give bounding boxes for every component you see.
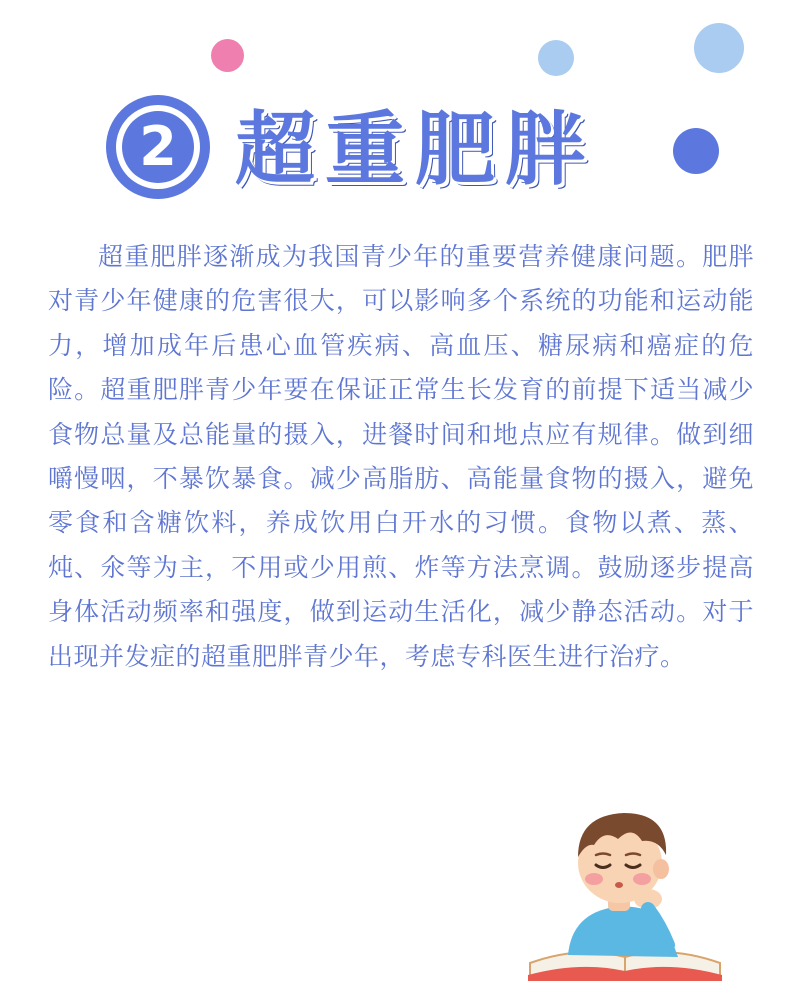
decor-dot-pink [211, 39, 244, 72]
child-reading-icon [520, 795, 730, 985]
decor-dot-light-blue-large [694, 23, 744, 73]
section-number-badge [106, 95, 210, 199]
body-paragraph: 超重肥胖逐渐成为我国青少年的重要营养健康问题。肥胖对青少年健康的危害很大，可以影响多个系统的功能和运动能力，增加成年后患心血管疾病、高血压、糖尿病和癌症的危险。超重肥胖青少年要在保证正常生长发育的前提下适当减少食物总量及总能量的摄入，进餐时间和地点应有规律。做到细嚼慢咽，不暴饮暴食。减少高脂肪、高能量食物的摄入，避免零食和含糖饮料，养成饮用白开水的习惯。食物以煮、蒸、炖、氽等为主，不用或少用煎、炸等方法烹调。鼓励逐步提高身体活动频率和强度，做到运动生活化，减少静态活动。对于出现并发症的超重肥胖青少年，考虑专科医生进行治疗。 [48, 242, 754, 671]
decor-dot-royal-blue [673, 128, 719, 174]
section-number: 2 [122, 111, 194, 183]
page-title: 超重肥胖 [235, 103, 595, 196]
decor-dot-light-blue [538, 40, 574, 76]
